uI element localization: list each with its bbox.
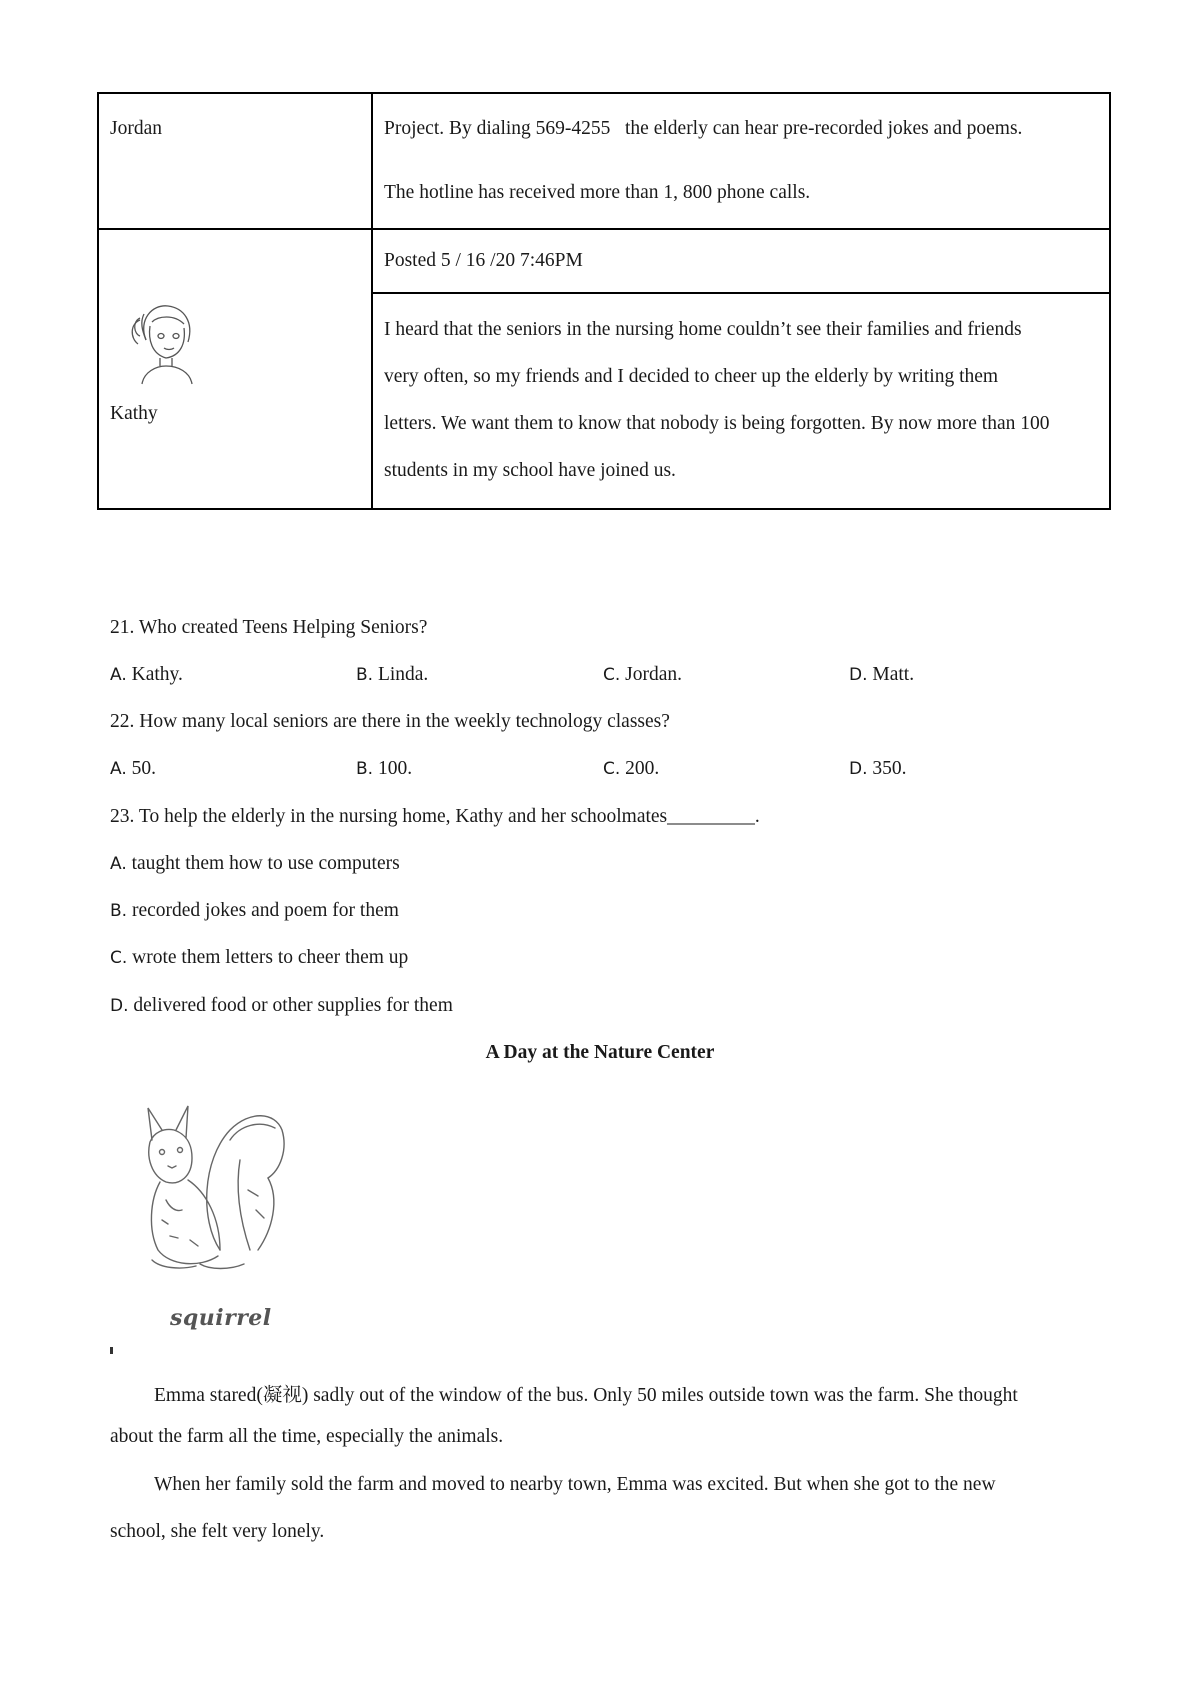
option-letter: B. — [356, 665, 374, 685]
kathy-avatar — [128, 300, 200, 386]
row2-name: Kathy — [110, 403, 158, 424]
passage-line-3: When her family sold the farm and moved to nearby town, Emma was excited. But when she got to the new — [154, 1474, 996, 1495]
question-stem: 23. To help the elderly in the nursing home, Kathy and her schoolmates_________. — [110, 806, 760, 827]
option-c[interactable] — [603, 664, 682, 686]
row1-line-1: Project. By dialing 569-4255 the elderly can hear pre-recorded jokes and poems. — [384, 118, 1023, 139]
option-text: Linda. — [373, 664, 429, 685]
option-d[interactable] — [849, 664, 914, 686]
squirrel-caption: squirrel — [170, 1305, 272, 1331]
option-c[interactable] — [110, 947, 408, 969]
option-letter: A. — [110, 854, 127, 874]
option-text: Matt. — [867, 664, 915, 685]
option-letter: B. — [110, 901, 128, 921]
option-text: recorded jokes and poem for them — [127, 900, 399, 921]
question-stem: 21. Who created Teens Helping Seniors? — [110, 617, 428, 638]
row2-posted: Posted 5 / 16 /20 7:46PM — [384, 250, 583, 271]
option-b[interactable] — [356, 758, 412, 780]
option-b[interactable] — [356, 664, 428, 686]
option-c[interactable] — [603, 758, 659, 780]
option-text: 200. — [620, 758, 660, 779]
row1-line-2: The hotline has received more than 1, 800 phone calls. — [384, 182, 811, 203]
option-a[interactable] — [110, 758, 156, 780]
row2-line-3: letters. We want them to know that nobody is being forgotten. By now more than 100 — [384, 413, 1050, 434]
option-text: 350. — [867, 758, 907, 779]
option-letter: D. — [110, 996, 129, 1016]
option-text: 100. — [373, 758, 413, 779]
option-text: delivered food or other supplies for them — [128, 995, 453, 1016]
option-letter: A. — [110, 665, 127, 685]
passage-line-4: school, she felt very lonely. — [110, 1521, 325, 1542]
option-letter: A. — [110, 759, 127, 779]
table-border-left — [97, 92, 99, 509]
table-border-bottom — [97, 508, 1111, 510]
option-text: wrote them letters to cheer them up — [127, 947, 409, 968]
table-post-divider — [371, 292, 1111, 294]
option-letter: D. — [849, 759, 868, 779]
row1-name: Jordan — [110, 118, 162, 139]
table-row-divider — [97, 228, 1111, 230]
option-text: taught them how to use computers — [126, 853, 400, 874]
table-border-top — [97, 92, 1111, 94]
option-a[interactable] — [110, 853, 400, 875]
passage-line-1: Emma stared(凝视) sadly out of the window of the bus. Only 50 miles outside town was the farm. She thought — [154, 1385, 1018, 1406]
option-letter: B. — [356, 759, 374, 779]
option-text: Kathy. — [126, 664, 183, 685]
table-column-divider — [371, 92, 373, 509]
option-text: Jordan. — [620, 664, 683, 685]
passage-line-2: about the farm all the time, especially the animals. — [110, 1426, 504, 1447]
option-b[interactable] — [110, 900, 399, 922]
row2-line-1: I heard that the seniors in the nursing home couldn’t see their families and friends — [384, 319, 1022, 340]
squirrel-illustration — [140, 1100, 290, 1285]
option-a[interactable] — [110, 664, 183, 686]
row2-line-2: very often, so my friends and I decided to cheer up the elderly by writing them — [384, 366, 999, 387]
passage-title: A Day at the Nature Center — [485, 1042, 715, 1063]
option-letter: C. — [603, 665, 621, 685]
option-d[interactable] — [110, 995, 453, 1017]
table-border-right — [1109, 92, 1111, 509]
option-text: 50. — [126, 758, 156, 779]
option-letter: D. — [849, 665, 868, 685]
option-letter: C. — [603, 759, 621, 779]
image-marker-dot — [110, 1347, 113, 1354]
question-stem: 22. How many local seniors are there in the weekly technology classes? — [110, 711, 670, 732]
row2-line-4: students in my school have joined us. — [384, 460, 676, 481]
option-d[interactable] — [849, 758, 907, 780]
option-letter: C. — [110, 948, 128, 968]
